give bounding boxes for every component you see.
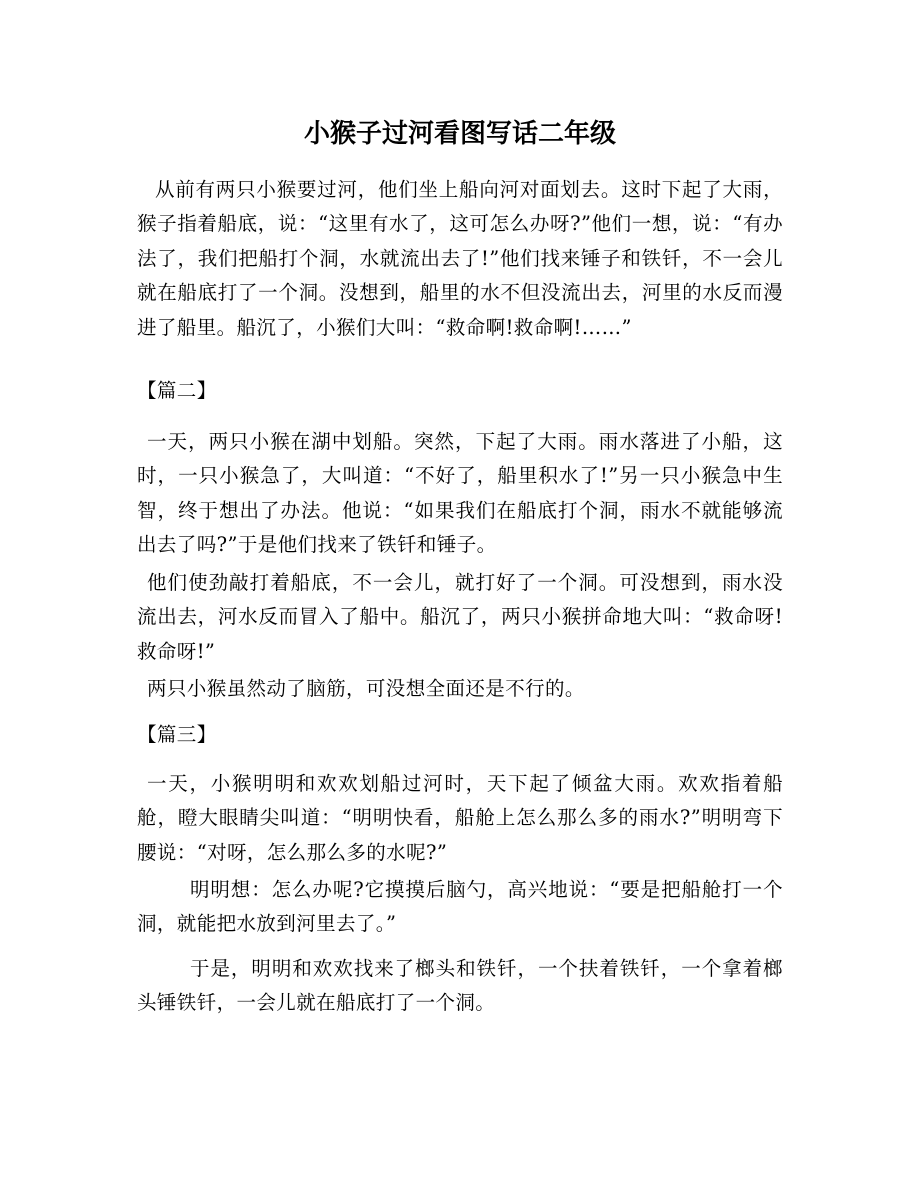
page-title: 小猴子过河看图写话二年级: [303, 119, 616, 149]
section-heading-3: 【篇三】: [137, 723, 217, 746]
intro-paragraph: 从前有两只小猴要过河，他们坐上船向河对面划去。这时下起了大雨，猴子指着船底，说：“这里有水了，这可怎么办呀?”他们一想，说：“有办法了，我们把船打个洞，水就流出去了!”他们找来锤子和铁钎，不一会儿就在船底打了一个洞。没想到，船里的水不但没流出去，河里的水反而漫进了船里。船沉了，小猴们大叫：“救命啊!救命啊!……”: [137, 178, 783, 339]
section3-paragraph-1: 一天，小猴明明和欢欢划船过河时，天下起了倾盆大雨。欢欢指着船舱，瞪大眼睛尖叫道：“明明快看，船舱上怎么那么多的雨水?”明明弯下腰说：“对呀，怎么那么多的水呢?”: [137, 772, 783, 864]
section3-paragraph-3: 于是，明明和欢欢找来了榔头和铁钎，一个扶着铁钎，一个拿着榔头锤铁钎，一会儿就在船底打了一个洞。: [137, 957, 783, 1015]
section2-paragraph-2: 他们使劲敲打着船底，不一会儿，就打好了一个洞。可没想到，雨水没流出去，河水反而冒入了船中。船沉了，两只小猴拼命地大叫：“救命呀!救命呀!”: [137, 571, 783, 663]
section-heading-2: 【篇二】: [137, 379, 217, 402]
section2-paragraph-1: 一天，两只小猴在湖中划船。突然，下起了大雨。雨水落进了小船，这时，一只小猴急了，大叫道：“不好了，船里积水了!”另一只小猴急中生智，终于想出了办法。他说：“如果我们在船底打个洞，雨水不就能够流出去了吗?”于是他们找来了铁钎和锤子。: [137, 430, 783, 557]
section2-paragraph-3: 两只小猴虽然动了脑筋，可没想全面还是不行的。: [147, 677, 585, 700]
section3-paragraph-2: 明明想：怎么办呢?它摸摸后脑勺，高兴地说：“要是把船舱打一个洞，就能把水放到河里去了。”: [137, 878, 783, 936]
